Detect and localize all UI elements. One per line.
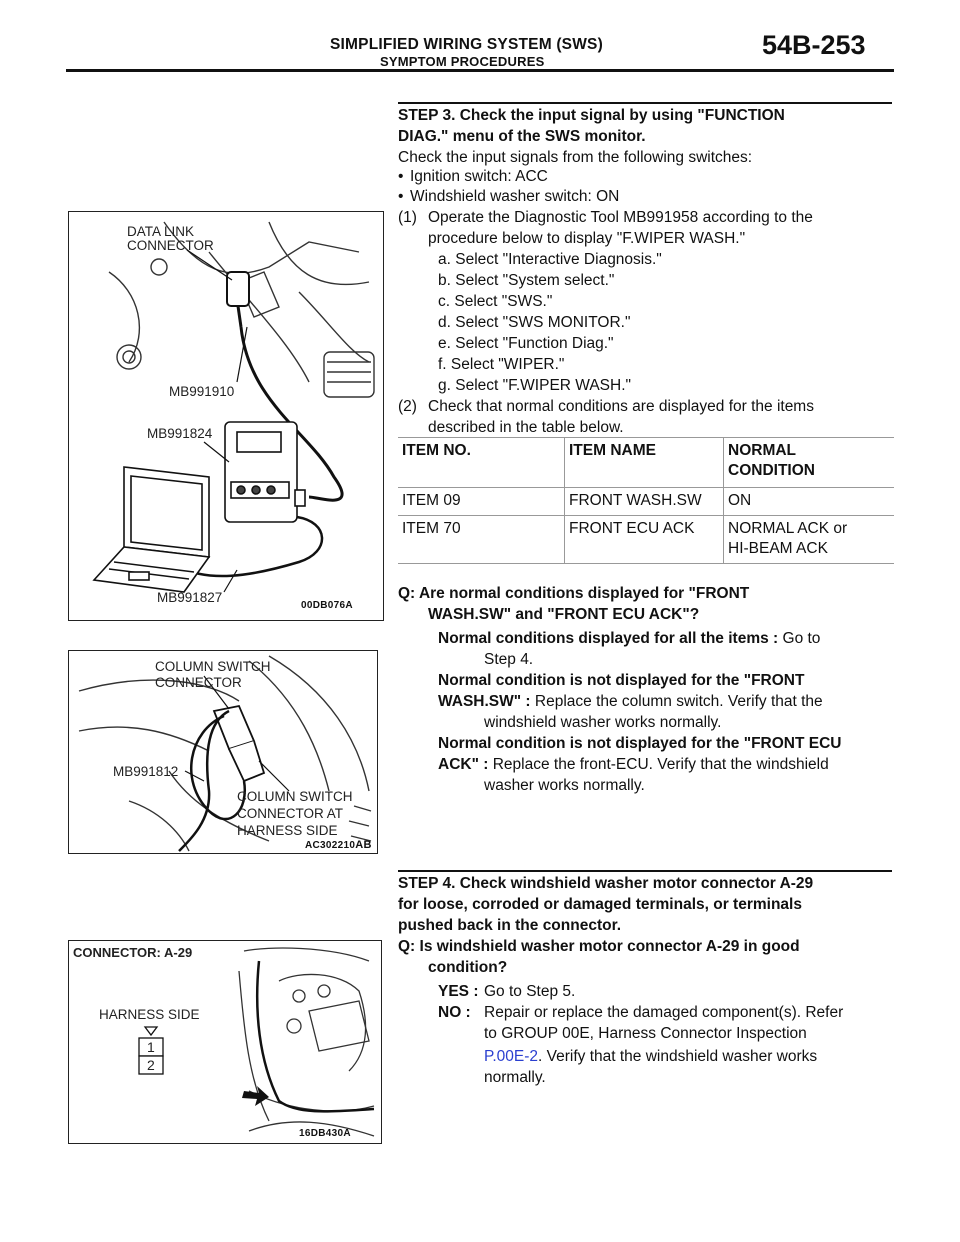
substep-b: b. Select "System select." — [438, 272, 615, 289]
answer-2-line3: windshield washer works normally. — [484, 714, 722, 731]
table-row — [398, 488, 894, 516]
fig2-label-harness-side: HARNESS SIDE — [237, 823, 338, 838]
substep-c: c. Select "SWS." — [438, 293, 553, 310]
table-row — [398, 516, 894, 564]
step3-item2-line1: Check that normal conditions are displayed for the items — [428, 398, 814, 415]
step3-rule — [398, 102, 892, 104]
table-header-normal-condition: NORMAL CONDITION — [724, 438, 895, 488]
fig1-label-mb991827: MB991827 — [157, 590, 223, 605]
header-title: SIMPLIFIED WIRING SYSTEM (SWS) — [330, 36, 603, 53]
table-cell: ON — [724, 488, 895, 516]
answer-1-line1: Normal conditions displayed for all the items : Go to — [438, 630, 821, 647]
fig3-pin-1: 1 — [147, 1039, 155, 1055]
answer-3-line3: washer works normally. — [484, 777, 645, 794]
substep-d: d. Select "SWS MONITOR." — [438, 314, 631, 331]
no-label: NO : — [438, 1004, 471, 1021]
substep-e: e. Select "Function Diag." — [438, 335, 614, 352]
engine-bay-illustration — [69, 941, 381, 1143]
step3-heading-line2: DIAG." menu of the SWS monitor. — [398, 128, 646, 145]
answer-3-label-line1: Normal condition is not displayed for the "FRONT ECU — [438, 735, 842, 752]
no-text-line1: Repair or replace the damaged component(s). Refer — [484, 1004, 844, 1021]
step4-rule — [398, 870, 892, 872]
fig3-code: 16DB430A — [299, 1128, 351, 1139]
fig2-label-mb991812: MB991812 — [113, 764, 179, 779]
header-subtitle: SYMPTOM PROCEDURES — [380, 54, 545, 69]
fig3-harness-side: HARNESS SIDE — [99, 1007, 200, 1022]
answer-2-label-line1: Normal condition is not displayed for the "FRONT — [438, 672, 805, 689]
fig3-pin-2: 2 — [147, 1057, 155, 1073]
step3-intro: Check the input signals from the following switches: — [398, 149, 753, 166]
fig1-code: 00DB076A — [301, 600, 353, 611]
step3-item1-line2: procedure below to display "F.WIPER WASH." — [428, 230, 746, 247]
yes-text: Go to Step 5. — [484, 983, 576, 1000]
table-cell: FRONT WASH.SW — [565, 488, 724, 516]
step3-item1-line1: Operate the Diagnostic Tool MB991958 according to the — [428, 209, 813, 226]
no-text-line3: P.00E-2. Verify that the windshield washer works — [484, 1048, 818, 1065]
fig2-label-column-switch-2: COLUMN SWITCH — [237, 789, 353, 804]
substep-g: g. Select "F.WIPER WASH." — [438, 377, 632, 394]
group-00e-link[interactable]: P.00E-2 — [484, 1048, 539, 1065]
table-cell: ITEM 70 — [398, 516, 565, 564]
fig2-label-connector-at: CONNECTOR AT — [237, 806, 344, 821]
step4-question-line2: condition? — [428, 959, 508, 976]
table-header-item-no: ITEM NO. — [398, 438, 565, 488]
header-rule — [66, 69, 894, 72]
step3-bullet-2: • Windshield washer switch: ON — [410, 186, 619, 207]
step4-heading-line1: STEP 4. Check windshield washer motor connector A-29 — [398, 875, 814, 892]
normal-condition-table — [398, 437, 894, 564]
step3-item1-number: (1) — [398, 209, 417, 226]
page-code: 54B-253 — [762, 30, 866, 60]
table-cell: NORMAL ACK or HI-BEAM ACK — [724, 516, 895, 564]
fig2-label-column-switch: COLUMN SWITCH — [155, 659, 271, 674]
table-header-item-name: ITEM NAME — [565, 438, 724, 488]
step4-heading-line3: pushed back in the connector. — [398, 917, 622, 934]
answer-3-line2: ACK" : Replace the front-ECU. Verify that the windshield — [438, 756, 829, 773]
step3-question-line2: WASH.SW" and "FRONT ECU ACK"? — [428, 606, 700, 623]
step4-question-line1: Q: Is windshield washer motor connector A-29 in good — [398, 938, 800, 955]
step3-item2-number: (2) — [398, 398, 417, 415]
diagnostic-tool-illustration — [69, 212, 383, 620]
no-text-line2: to GROUP 00E, Harness Connector Inspection — [484, 1025, 807, 1042]
answer-1-line2: Step 4. — [484, 651, 534, 668]
fig2-label-connector: CONNECTOR — [155, 675, 242, 690]
substep-f: f. Select "WIPER." — [438, 356, 565, 373]
substep-a: a. Select "Interactive Diagnosis." — [438, 251, 662, 268]
step3-item2-line2: described in the table below. — [428, 419, 624, 436]
yes-label: YES : — [438, 983, 479, 1000]
no-text-line4: normally. — [484, 1069, 546, 1086]
step3-bullet-1: • Ignition switch: ACC — [410, 166, 548, 187]
figure-column-switch-connector — [68, 650, 378, 854]
table-header-row — [398, 438, 894, 488]
figure-diagnostic-tool-connection — [68, 211, 384, 621]
fig1-label-mb991910: MB991910 — [169, 384, 235, 399]
fig1-label-connector: CONNECTOR — [127, 238, 214, 253]
fig1-label-data-link: DATA LINK — [127, 224, 195, 239]
table-cell: ITEM 09 — [398, 488, 565, 516]
fig1-label-mb991824: MB991824 — [147, 426, 213, 441]
step3-heading-line1: STEP 3. Check the input signal by using "FUNCTION — [398, 107, 785, 124]
step3-question-line1: Q: Are normal conditions displayed for "FRONT — [398, 585, 750, 602]
step4-heading-line2: for loose, corroded or damaged terminals, or terminals — [398, 896, 802, 913]
figure-connector-a29 — [68, 940, 382, 1144]
fig2-code: AC302210AB — [305, 839, 372, 851]
answer-2-line2: WASH.SW" : Replace the column switch. Verify that the — [438, 693, 823, 710]
table-cell: FRONT ECU ACK — [565, 516, 724, 564]
fig3-title: CONNECTOR: A-29 — [73, 945, 193, 960]
